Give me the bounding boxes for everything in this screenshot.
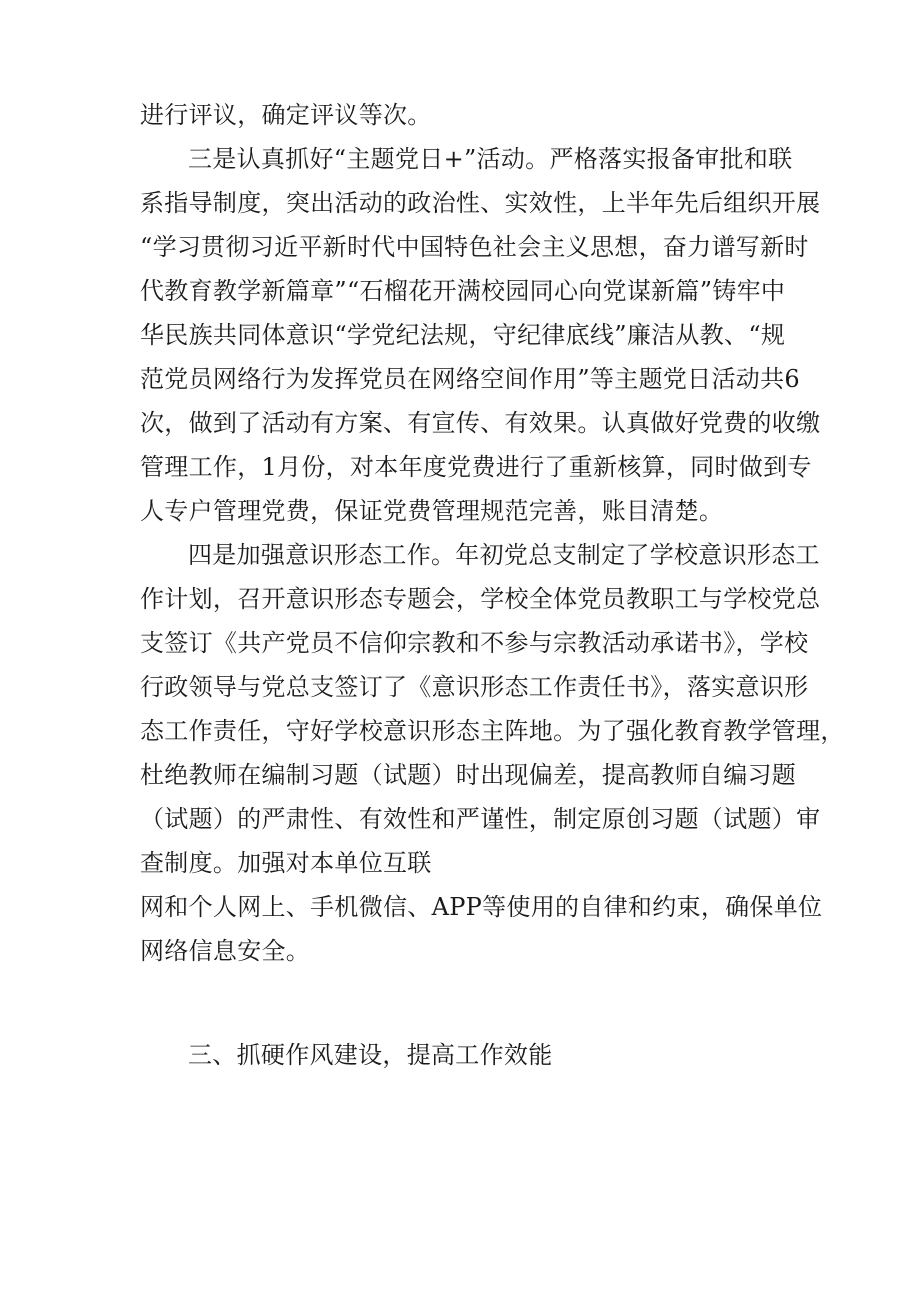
text-line: 次，做到了活动有方案、有宣传、有效果。认真做好党费的收缴 — [140, 409, 821, 437]
text-line: 人专户管理党费，保证党费管理规范完善，账目清楚。 — [140, 497, 724, 525]
text-line: 作计划，召开意识形态专题会，学校全体党员教职工与学校党总 — [140, 585, 821, 613]
text-line: 网和个人网上、手机微信、APP等使用的自律和约束，确保单位 — [140, 893, 823, 921]
text-line: 四是加强意识形态工作。年初党总支制定了学校意识形态工 — [188, 541, 820, 569]
text-line: （试题）的严肃性、有效性和严谨性，制定原创习题（试题）审 — [140, 805, 821, 833]
text-line: 网络信息安全。 — [140, 937, 311, 965]
text-line: 管理工作，1月份，对本年度党费进行了重新核算，同时做到专 — [140, 453, 812, 481]
text-line: 进行评议，确定评议等次。 — [140, 101, 432, 129]
text-line: 系指导制度，突出活动的政治性、实效性，上半年先后组织开展 — [140, 189, 821, 217]
text-line: 华民族共同体意识“学党纪法规，守纪律底线”廉洁从教、“规 — [140, 321, 786, 349]
text-line: 支签订《共产党员不信仰宗教和不参与宗教活动承诺书》，学校 — [140, 629, 809, 657]
text-line: 行政领导与党总支签订了《意识形态工作责任书》，落实意识形 — [140, 673, 809, 701]
text-line: 代教育教学新篇章”“石榴花开满校园同心向党谋新篇”铸牢中 — [140, 277, 786, 305]
text-line: 态工作责任，守好学校意识形态主阵地。为了强化教育教学管理， — [140, 717, 845, 745]
section-heading: 三、抓硬作风建设，提高工作效能 — [188, 1041, 553, 1069]
text-line: 范党员网络行为发挥党员在网络空间作用”等主题党日活动共6 — [140, 365, 800, 393]
text-line: “学习贯彻习近平新时代中国特色社会主义思想，奋力谱写新时 — [140, 233, 809, 261]
text-line: 杜绝教师在编制习题（试题）时出现偏差，提高教师自编习题 — [140, 761, 797, 789]
text-line: 查制度。加强对本单位互联 — [140, 849, 432, 877]
text-line: 三是认真抓好“主题党日+”活动。严格落实报备审批和联 — [188, 145, 793, 173]
